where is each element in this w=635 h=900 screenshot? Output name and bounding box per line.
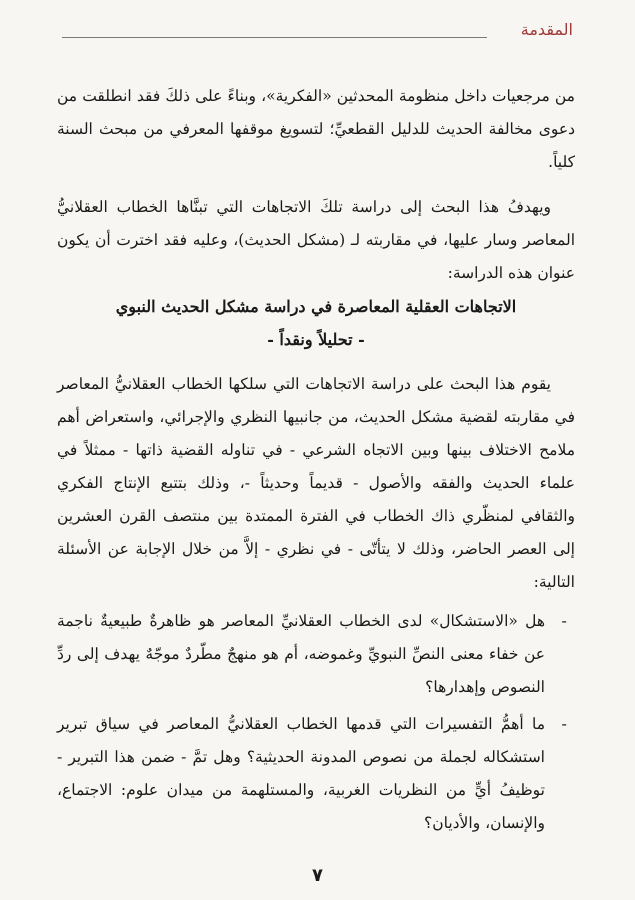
question-item	[57, 605, 575, 704]
header-rule	[62, 37, 487, 38]
paragraph-1: من مرجعيات داخل منظومة المحدثين «الفكرية»، وبناءً على ذلكَ فقد انطلقت من دعوى مخالفة الحديث للدليل القطعيِّ؛ لتسويغ موقفها المعرفي من مبحث السنة كلياً.	[57, 87, 575, 171]
paragraph-2: ويهدفُ هذا البحث إلى دراسة تلكَ الاتجاهات التي تبنَّاها الخطاب العقلانيُّ المعاصر وسار عليها، في مقاربته لـ (مشكل الحديث)، وعليه فقد اخترت أن يكون عنوان هذه الدراسة:	[57, 198, 575, 282]
page-number: ٧	[312, 865, 323, 886]
paragraph-3: يقوم هذا البحث على دراسة الاتجاهات التي سلكها الخطاب العقلانيُّ المعاصر في مقاربته لقضية مشكل الحديث، من جانبيها النظري والإجرائي، واستعراض أهم ملامح الاختلاف بينها وبين الاتجاه الشرعي - في تناوله القضية ذاتها - ممثلاً في علماء الحديث والفقه والأصول - قديماً وحديثاً -، وذلك بتتبع الإنتاج الفكري والثقافي لمنظّري ذاك الخطاب في الفترة الممتدة بين منتصف القرن العشرين إلى العصر الحاضر، وذلك لا يتأتّى - في نظري - إلاَّ من خلال الإجابة عن الأسئلة التالية:	[57, 375, 575, 591]
running-header-title: المقدمة	[520, 20, 573, 39]
study-title: الاتجاهات العقلية المعاصرة في دراسة مشكل الحديث النبوي	[115, 297, 517, 316]
study-subtitle: - تحليلاً ونقداً -	[267, 330, 365, 349]
question-text: هل «الاستشكال» لدى الخطاب العقلانيِّ المعاصر هو ظاهرةٌ طبيعيةٌ ناجمة عن خفاء معنى النصِّ النبويِّ وغموضه، أم هو منهجٌ مطّردٌ موجّهٌ يهدف إلى ردِّ النصوص وإهدارها؟	[57, 612, 545, 696]
question-item	[57, 708, 575, 840]
question-text: ما أهمُّ التفسيرات التي قدمها الخطاب العقلانيُّ المعاصر في سياق تبرير استشكاله لجملة من نصوص المدونة الحديثية؟ وهل تمَّ - ضمن هذا التبرير - توظيفُ أيٍّ من النظريات الغربية، والمستلهمة من ميدان علوم: الاجتماع، والإنسان، والأديان؟	[57, 715, 545, 832]
research-questions-list	[57, 605, 575, 840]
dash-bullet-icon: -	[561, 612, 567, 630]
dash-bullet-icon: -	[561, 715, 567, 733]
page-body	[57, 80, 575, 844]
